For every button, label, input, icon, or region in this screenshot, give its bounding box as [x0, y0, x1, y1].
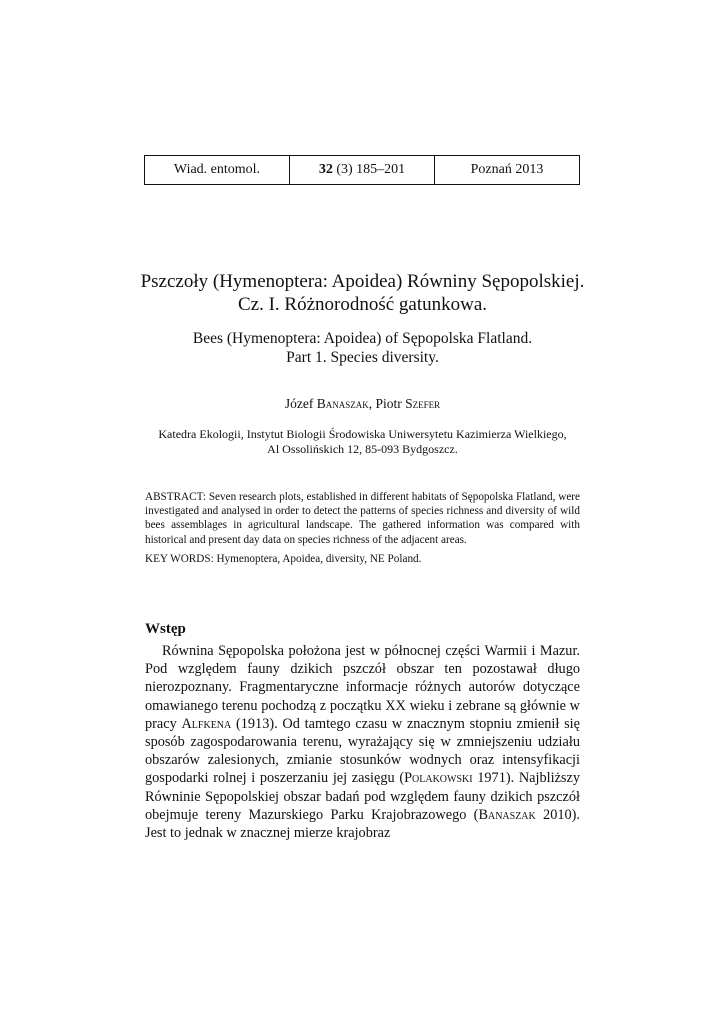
authors — [100, 395, 625, 412]
journal-name: Wiad. entomol. — [173, 162, 261, 177]
abstract-text: ABSTRACT: Seven research plots, established in different habitats of Sępopolska Flatland, were investigated and analysed in order to detect the patterns of species richness and diversity of wild bees assemblages in agricultural landscape. The gathered information was compared with historical and present day data on species richness of the adjacent areas. — [145, 491, 580, 546]
title-english — [100, 329, 625, 367]
author2-first: Piotr — [375, 396, 402, 411]
author1-last: Banaszak — [316, 396, 369, 411]
author1-first: Józef — [284, 396, 314, 411]
affiliation — [100, 427, 625, 457]
title-english-line1: Bees (Hymenoptera: Apoidea) of Sępopolska Flatland. — [192, 330, 533, 347]
author2-last: Szefer — [405, 396, 441, 411]
title-polish-line2: Cz. I. Różnorodność gatunkowa. — [237, 294, 488, 315]
affiliation-line1: Katedra Ekologii, Instytut Biologii Środowiska Uniwersytetu Kazimierza Wielkiego, — [158, 427, 567, 441]
title-polish — [100, 270, 625, 316]
section-heading: Wstęp — [145, 621, 186, 637]
place-year-cell — [435, 156, 579, 184]
abstract-block — [145, 490, 580, 566]
journal-name-cell — [145, 156, 290, 184]
title-polish-line1: Pszczoły (Hymenoptera: Apoidea) Równiny Sępopolskiej. — [140, 271, 585, 292]
place-year: Poznań 2013 — [470, 162, 544, 177]
paragraph: Równina Sępopolska położona jest w północnej części Warmii i Mazur. Pod względem fauny dzikich pszczół obszar ten pozostawał długo nierozpoznany. Fragmentaryczne informacje różnych autorów dotyczące omawianego terenu pochodzą z początku XX wieku i zebrane są głównie w pracy Alfkena (1913). Od tamtego czasu w znacznym stopniu zmienił się sposób zagospodarowania terenu, wyrażający się w zmniejszeniu udziału obszarów zalesionych, zmianie stosunków wodnych oraz intensyfikacji gospodarki rolnej i poszerzaniu jej zasięgu (Polakowski 1971). Najbliższy Równinie Sępopolskiej obszar badań pod względem fauny dzikich pszczół obejmuje tereny Mazurskiego Parku Krajobrazowego (Banaszak 2010). Jest to jednak w znacznej mierze krajobraz — [145, 643, 580, 842]
affiliation-line2: Al Ossolińskich 12, 85-093 Bydgoszcz. — [267, 442, 458, 456]
keywords: KEY WORDS: Hymenoptera, Apoidea, diversity, NE Poland. — [145, 552, 422, 565]
journal-header-table — [144, 155, 580, 185]
author-separator: , — [368, 396, 373, 411]
citation-alfken: Alfkena — [181, 715, 232, 732]
issue-pages: (3) 185–201 — [336, 162, 406, 177]
volume-number: 32 — [318, 162, 333, 177]
title-english-line2: Part 1. Species diversity. — [286, 349, 439, 366]
volume-cell — [290, 156, 435, 184]
citation-polakowski: Polakowski — [404, 770, 473, 787]
citation-banaszak: Banaszak — [478, 806, 536, 823]
body-text — [145, 642, 580, 842]
